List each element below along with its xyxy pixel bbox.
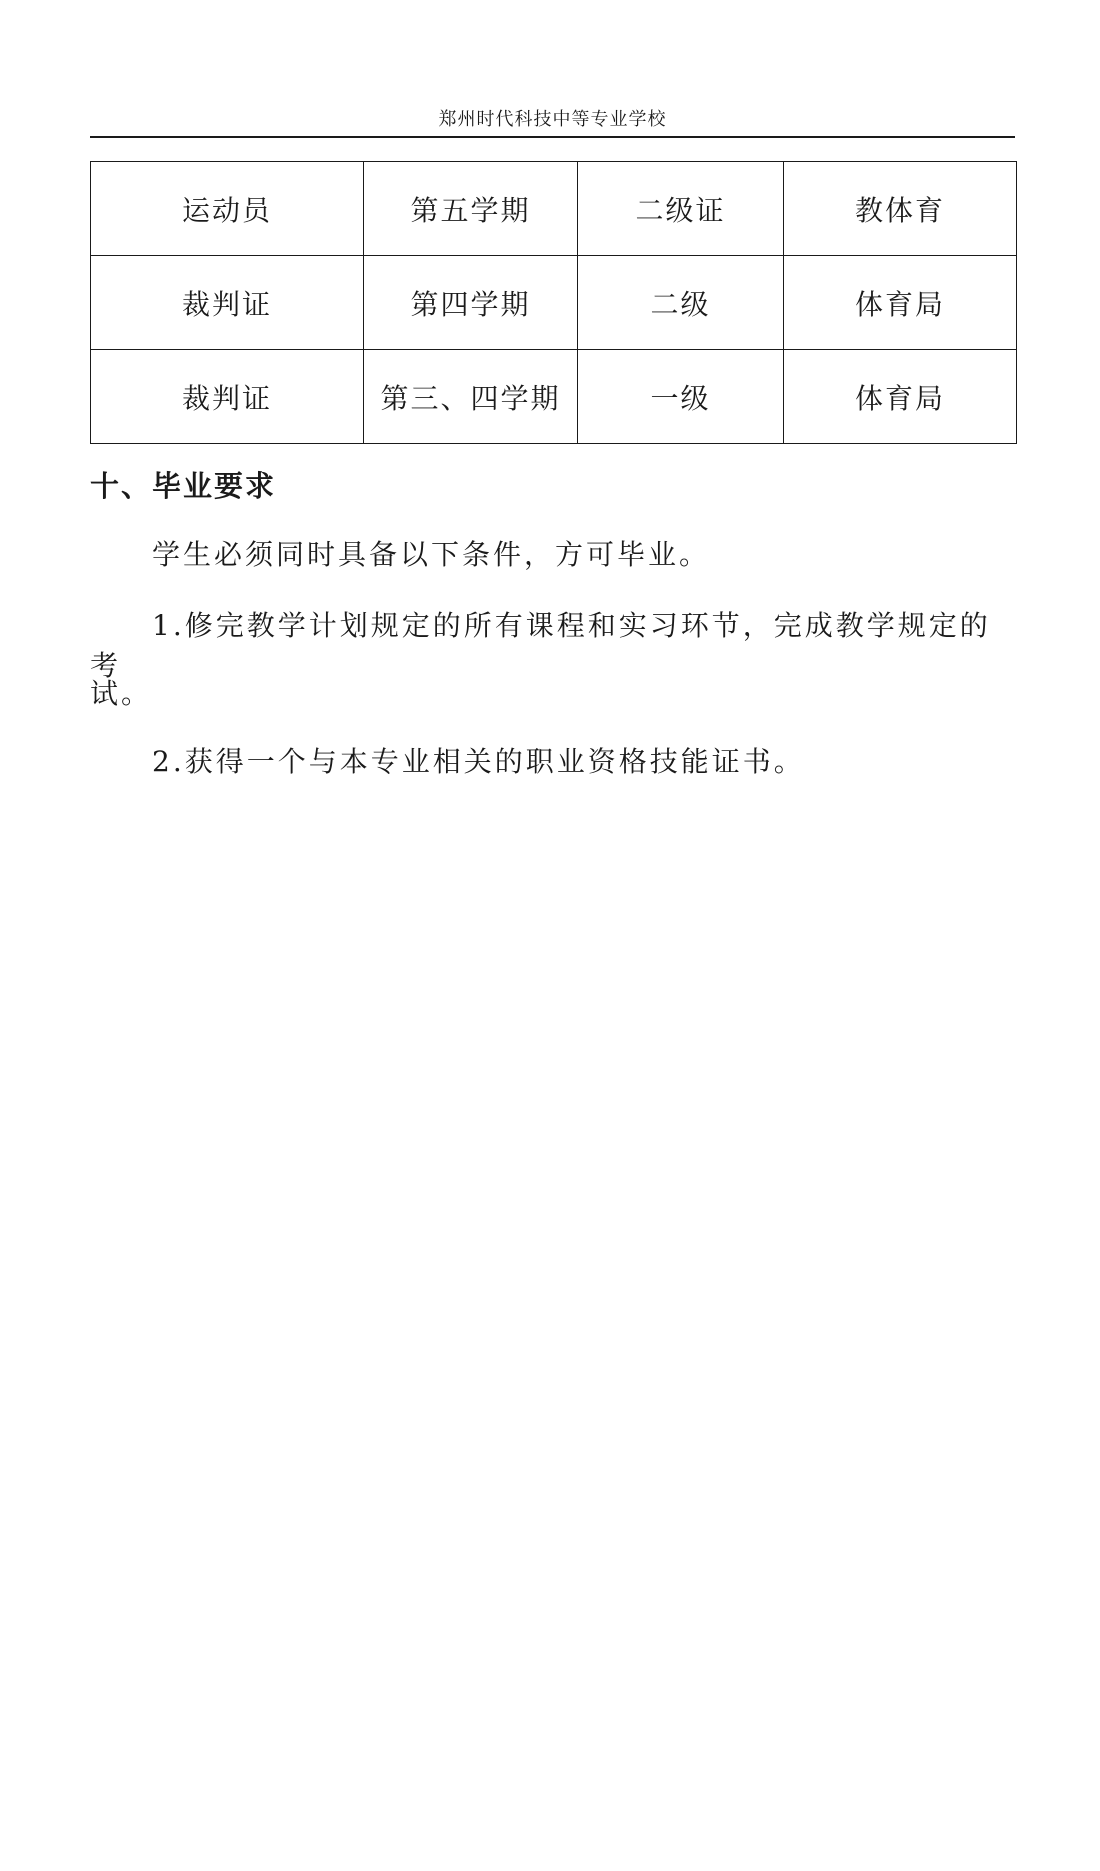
table-cell: 第三、四学期 bbox=[364, 350, 578, 444]
table-cell: 第四学期 bbox=[364, 256, 578, 350]
paragraph-text: 试。 bbox=[90, 677, 153, 710]
table-cell: 体育局 bbox=[784, 350, 1017, 444]
section-heading: 十、毕业要求 bbox=[90, 469, 277, 503]
paragraph-text: 2.获得一个与本专业相关的职业资格技能证书。 bbox=[152, 745, 805, 778]
header-rule bbox=[90, 136, 1015, 138]
table-cell: 体育局 bbox=[784, 256, 1017, 350]
table-cell: 一级 bbox=[578, 350, 784, 444]
table-row bbox=[91, 256, 1017, 350]
requirement-item-2 bbox=[90, 742, 1016, 782]
table-row bbox=[91, 350, 1017, 444]
table-cell: 二级 bbox=[578, 256, 784, 350]
paragraph-text: 学生必须同时具备以下条件，方可毕业。 bbox=[152, 538, 711, 571]
table-cell: 运动员 bbox=[91, 162, 364, 256]
table-row bbox=[91, 162, 1017, 256]
paragraph-text: 1.修完教学计划规定的所有课程和实习环节，完成教学规定的考 bbox=[90, 609, 991, 682]
table-cell: 裁判证 bbox=[91, 256, 364, 350]
requirement-item-1-continuation bbox=[90, 674, 1016, 714]
table-cell: 裁判证 bbox=[91, 350, 364, 444]
table-cell: 二级证 bbox=[578, 162, 784, 256]
certificate-table bbox=[90, 161, 1017, 444]
table-cell: 教体育 bbox=[784, 162, 1017, 256]
page-header: 郑州时代科技中等专业学校 bbox=[438, 109, 667, 130]
table-cell: 第五学期 bbox=[364, 162, 578, 256]
paragraph-intro bbox=[90, 535, 1016, 575]
